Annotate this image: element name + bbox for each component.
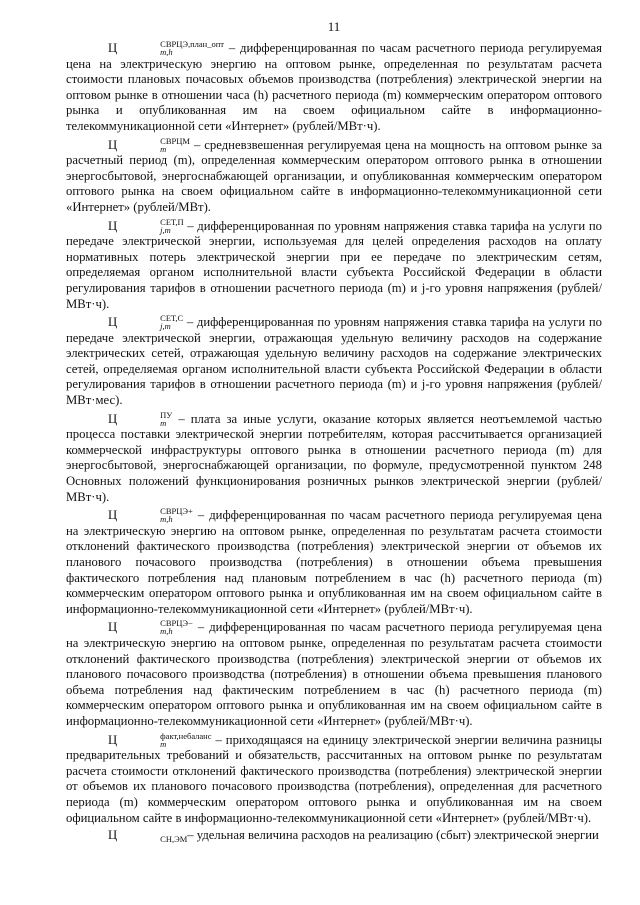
definition-paragraph (66, 40, 602, 135)
formula-symbol: Ц СЕТ,П j,m (108, 216, 184, 235)
definition-text: – удельная величина расходов на реализацию (сбыт) электрической энергии (187, 828, 599, 843)
formula-symbol: Ц СЕТ,С j,m (108, 313, 184, 332)
definition-text: – приходящаяся на единицу электрической энергии величина разницы предварительных требований и обязательств, рассчитанных на оптовом рынке по результатам расчета стоимости отклонений фактического производства (потребления) электрической энергии от объемов их планового почасового производства (потребления), определенная для расчетного периода (m) коммерческим оператором оптового рынка и опубликованная им на своем официальном сайте в информационно-телекоммуникационной сети «Интернет» (рублей/МВт·ч). (66, 732, 602, 825)
formula-symbol: Ц СВРЦМ m (108, 135, 190, 154)
formula-symbol: Ц СВРЦЭ,план_опт m,h (108, 39, 224, 57)
definition-paragraph (66, 507, 602, 617)
definition-text: – дифференцированная по уровням напряжения ставка тарифа на услуги по передаче электрической энергии, используемая для целей определения расходов на оплату нормативных потерь электрической энергии при ее передаче по электрическим сетям, определяемая органом исполнительной власти субъекта Российской Федерации в области регулирования тарифов в отношении расчетного периода (m) и j-го уровня напряжения (рублей/МВт·ч). (66, 218, 602, 311)
definition-text: – средневзвешенная регулируемая цена на мощность на оптовом рынке за расчетный период (m), определенная коммерческим оператором оптового рынка в отношении энергосбытовой, энергоснабжающей организации, и опубликованная коммерческим оператором оптового рынка на своем официальном сайте в информационно-телекоммуникационной сети «Интернет» (рублей/МВт). (66, 137, 602, 214)
formula-symbol: Ц ПУ m (108, 409, 173, 428)
definition-paragraph (66, 411, 602, 506)
definition-paragraph (66, 218, 602, 313)
formula-symbol: Ц факт,небаланс m (108, 730, 212, 749)
definition-text: – дифференцированная по уровням напряжения ставка тарифа на услуги по передаче электрической энергии, отражающая удельную величину расходов на содержание электрических сетей, отражающая удельную величину расходов на содержание электрических сетей, определяемая органом исполнительной власти субъекта Российской Федерации в области регулирования тарифов в отношении расчетного периода (m) и j-го уровня напряжения (рублей/МВт·мес). (66, 315, 602, 408)
definition-paragraph (66, 314, 602, 409)
formula-symbol: Ц СВРЦЭ− m,h (108, 618, 193, 637)
formula-symbol: Ц СВРЦЭ+ m,h (108, 506, 193, 525)
definition-text: – дифференцированная по часам расчетного периода регулируемая цена на электрическую энергию на оптовом рынке, определенная по результатам расчета стоимости отклонений фактического производства (потребления) электрической энергии от объемов их планового почасового производства (потребления) в отношении объема превышения фактического потребления над плановым потреблением в час (h) расчетного периода (m) коммерческим оператором оптового рынка и опубликованная им на своем официальном сайте в информационно-телекоммуникационной сети «Интернет» (рублей/МВт·ч). (66, 508, 602, 616)
page-number: 11 (327, 19, 341, 34)
definition-paragraph (66, 828, 602, 844)
definition-text: – дифференцированная по часам расчетного периода регулируемая цена на электрическую энергию на оптовом рынке, определенная по результатам расчета стоимости отклонений фактического производства (потребления) электрической энергии от объемов их планового почасового производства (потребления) в отношении объема превышения планового объема потребления над фактическим потреблением в час (h) расчетного периода (m) коммерческим оператором оптового рынка и опубликованная им на своем официальном сайте в информационно-телекоммуникационной сети «Интернет» (рублей/МВт·ч). (66, 620, 602, 728)
definition-text: – дифференцированная по часам расчетного периода регулируемая цена на электрическую энергию на оптовом рынке, определенная по результатам расчета стоимости плановых почасовых объемов производства (потребления) электрической энергии на оптовом рынке в отношении часа (h) расчетного периода (m) коммерческим оператором оптового рынка и опубликованная им на своем официальном сайте в информационно-телекоммуникационной сети «Интернет» (рублей/МВт·ч). (66, 41, 602, 133)
definition-paragraph (66, 137, 602, 216)
definition-paragraph (66, 619, 602, 729)
definition-text: – плата за иные услуги, оказание которых является неотъемлемой частью процесса поставки электрической энергии потребителям, которая рассчитывается организацией коммерческой инфраструктуры оптового рынка в отношении расчетного периода (m) для энергосбытовой, энергоснабжающей организации, по формуле, предусмотренной пунктом 248 Основных положений функционирования розничных рынков электрической энергии (рублей/МВт·ч). (66, 411, 602, 504)
formula-symbol: Ц СН,ЭМ (108, 828, 188, 845)
definition-paragraph (66, 732, 602, 827)
